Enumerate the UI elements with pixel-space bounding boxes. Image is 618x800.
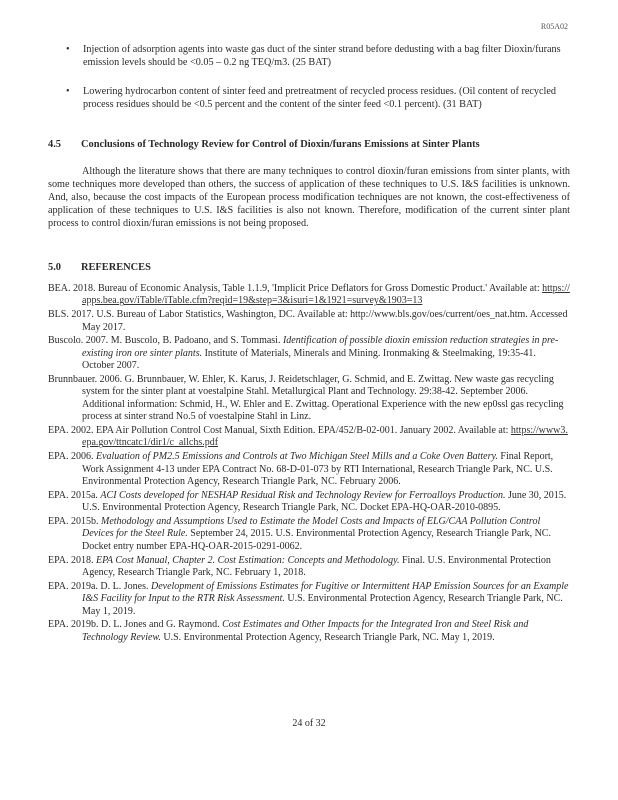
reference-item: BLS. 2017. U.S. Bureau of Labor Statistics, Washington, DC. Available at: http://www.bls.gov/oes/current/oes_nat.htm. Accessed May 2017. (48, 309, 568, 333)
document-code: R05A02 (540, 22, 568, 31)
reference-item: EPA. 2006. Evaluation of PM2.5 Emissions and Controls at Two Michigan Steel Mills and a Coke Oven Battery. Final Report, Work Assignment 4-13 under EPA Contract No. 68-D-01-073 by RTI International, Research Triangle Park, NC. U.S. Environmental Protection Agency, Research Triangle Park, NC. February 2006. (48, 451, 554, 488)
bullet-text: Lowering hydrocarbon content of sinter feed and pretreatment of recycled process residues. (Oil content of recycled process residues should be <0.5 percent and the content of the sinter feed <0.1 percent). (31 BAT) (83, 86, 556, 110)
section-paragraph: Although the literature shows that there are many techniques to control dioxin/furan emissions from sinter plants, with some techniques more developed than others, the success of application of these techniques to U.S. I&S facilities is unknown. And, also, because the cost impacts of the European process modification techniques are not known, the cost-effectiveness of application of these techniques to U.S. I&S facilities is also not known. Therefore, modification of the current sinter plant process to control dioxin/furan emissions is not being proposed. (48, 166, 570, 229)
section-heading-4-5 (48, 139, 480, 150)
reference-item: Brunnbauer. 2006. G. Brunnbauer, W. Ehler, K. Karus, J. Reidetschlager, G. Schmid, and E. Zwittag. New waste gas recycling system for the sinter plant at voestalpine Stahl. Metallurgical Plant and Technology. 29:38-42. September 2006. Additional information: Schmid, H., W. Ehler and E. Zwittag. Operational Experience with the new ep0ssl gas recycling process at sinter strand No.5 of voestalpine Stahl in Linz. (48, 374, 564, 423)
bullet-icon: • (66, 86, 70, 97)
reference-item: EPA. 2015b. Methodology and Assumptions Used to Estimate the Model Costs and Impacts of ELG/CAA Pollution Control Devices for the Steel Rule. September 24, 2015. U.S. Environmental Protection Agency, Research Triangle Park, NC. Docket entry number EPA-HQ-OAR-2015-0291-0062. (48, 516, 551, 552)
reference-link[interactable]: https://apps.bea.gov/iTable/iTable.cfm?reqid=19&step=3&isuri=1&1921=survey&1903=13 (82, 283, 570, 307)
bullet-text: Injection of adsorption agents into waste gas duct of the sinter strand before dedusting with a bag filter Dioxin/furans emission levels should be <0.05 – 0.2 ng TEQ/m3. (25 BAT) (83, 44, 561, 68)
bullet-item (66, 44, 566, 69)
reference-item: EPA. 2019b. D. L. Jones and G. Raymond. Cost Estimates and Other Impacts for the Integrated Iron and Steel Risk and Technology Review. U.S. Environmental Protection Agency, Research Triangle Park, NC. May 1, 2019. (48, 619, 529, 643)
section-title: REFERENCES (81, 262, 151, 273)
section-number: 5.0 (48, 262, 61, 273)
section-title: Conclusions of Technology Review for Control of Dioxin/furans Emissions at Sinter Plants (81, 139, 480, 150)
reference-link[interactable]: https://www3.epa.gov/ttncatc1/dir1/c_allchs.pdf (82, 425, 568, 449)
reference-item: EPA. 2019a. D. L. Jones. Development of Emissions Estimates for Fugitive or Intermittent HAP Emission Sources for an Example I&S Facility for Input to the RTR Risk Assessment. U.S. Environmental Protection Agency, Research Triangle Park, NC. May 1, 2019. (48, 580, 569, 617)
section-number: 4.5 (48, 139, 61, 150)
section-heading-5-0 (48, 262, 151, 273)
reference-item: EPA. 2018. EPA Cost Manual, Chapter 2. Cost Estimation: Concepts and Methodology. Final. U.S. Environmental Protection Agency, Research Triangle Park, NC. February 1, 2018. (48, 554, 551, 579)
reference-item: Buscolo. 2007. M. Buscolo, B. Padoano, and S. Tommasi. Identification of possible dioxin emission reduction strategies in pre-existing iron ore sinter plants. Institute of Materials, Minerals and Mining. Ironmaking & Steelmaking, 19:35-41. October 2007. (48, 335, 559, 372)
page-number: 24 of 32 (292, 718, 326, 729)
references-list (48, 283, 570, 646)
reference-item: BEA. 2018. Bureau of Economic Analysis, Table 1.1.9, 'Implicit Price Deflators for Gross Domestic Product.' Available at: https://apps.bea.gov/iTable/iTable.cfm?reqid=19&step=3&isuri=1&1921=survey&1903=13 (48, 283, 570, 307)
reference-item: EPA. 2002. EPA Air Pollution Control Cost Manual, Sixth Edition. EPA/452/B-02-001. January 2002. Available at: https://www3.epa.gov/ttncatc1/dir1/c_allchs.pdf (48, 425, 568, 449)
reference-item: EPA. 2015a. ACI Costs developed for NESHAP Residual Risk and Technology Review for Ferroalloys Production. June 30, 2015. U.S. Environmental Protection Agency, Research Triangle Park, NC. Docket EPA-HQ-OAR-2010-0895. (48, 489, 567, 514)
bullet-icon: • (66, 44, 70, 55)
bullet-item (66, 86, 566, 111)
